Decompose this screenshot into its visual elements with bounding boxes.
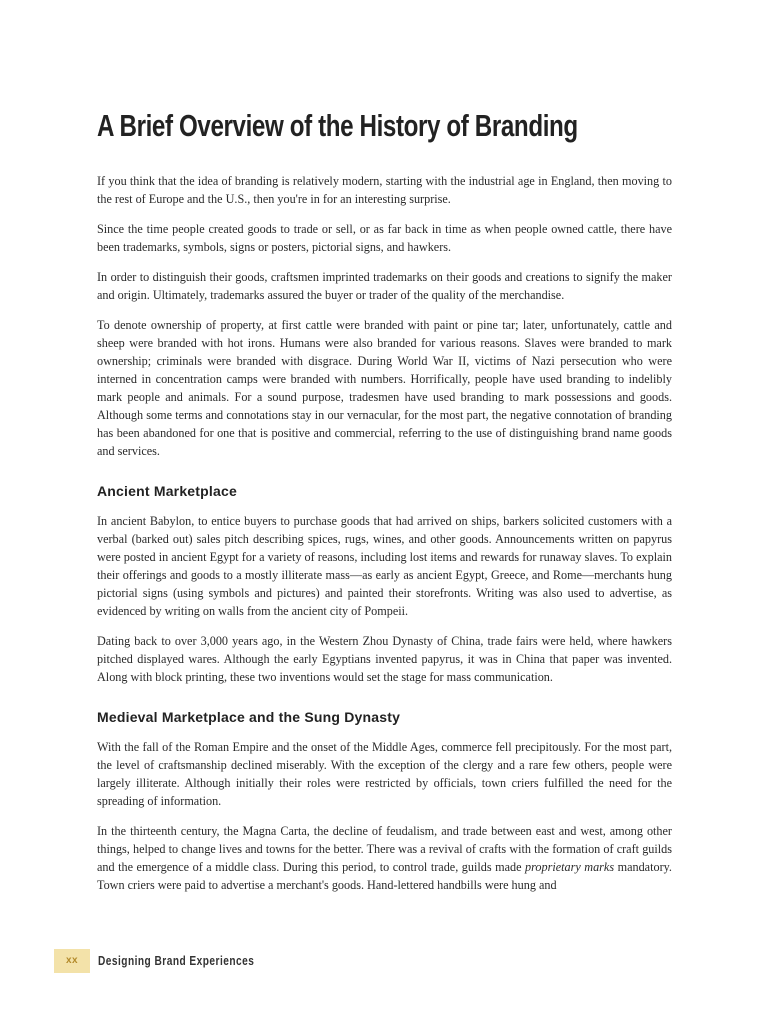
intro-paragraph-2: Since the time people created goods to trade or sell, or as far back in time as when people owned cattle, there have been trademarks, symbols, signs or posters, pictorial signs, and hawkers. xyxy=(97,222,672,254)
ancient-paragraph-1: In ancient Babylon, to entice buyers to purchase goods that had arrived on ships, barkers solicited customers with a verbal (barked out) sales pitch describing spices, rugs, wines, and other goods. Announcements written on papyrus were posted in ancient Egypt for a variety of reasons, including lost items and rewards for runaway slaves. To explain their offerings and goods to a mostly illiterate mass—as early as ancient Egypt, Greece, and Rome—merchants hung pictorial signs (using symbols and pictures) and painted their storefronts. Writing was also used to advertise, as evidenced by writing on walls from the ancient city of Pompeii. xyxy=(97,514,672,618)
intro-paragraph-1: If you think that the idea of branding is relatively modern, starting with the industrial age in England, then moving to the rest of Europe and the U.S., then you're in for an interesting surprise. xyxy=(97,174,672,206)
intro-paragraph-3: In order to distinguish their goods, craftsmen imprinted trademarks on their goods and creations to signify the maker and origin. Ultimately, trademarks assured the buyer or trader of the quality of the merchandise. xyxy=(97,270,672,302)
medieval-paragraph-2-text-end: mandatory. Town criers were paid to advertise a merchant's goods. Hand-lettered handbills were hung and xyxy=(97,860,672,892)
medieval-paragraph-1: With the fall of the Roman Empire and the onset of the Middle Ages, commerce fell precipitously. For the most part, the level of craftsmanship declined miserably. With the exception of the clergy and a rare few others, people were largely illiterate. Although initially their roles were restricted by officials, town criers fulfilled the need for the spreading of information. xyxy=(97,740,672,808)
page-number: xx xyxy=(54,949,90,973)
medieval-paragraph-2-text-start: In the thirteenth century, the Magna Carta, the decline of feudalism, and trade between east and west, among other things, helped to change lives and towns for the better. There was a revival of crafts with the formation of craft guilds and the emergence of a middle class. During this period, to control trade, guilds made xyxy=(97,824,672,874)
section-heading-medieval-marketplace: Medieval Marketplace and the Sung Dynasty xyxy=(97,709,401,725)
running-footer-book-title: Designing Brand Experiences xyxy=(98,953,255,968)
body-text xyxy=(97,172,672,906)
ancient-paragraph-2: Dating back to over 3,000 years ago, in the Western Zhou Dynasty of China, trade fairs were held, where hawkers pitched displayed wares. Although the early Egyptians invented papyrus, it was in China that paper was invented. Along with block printing, these two inventions would set the stage for mass communication. xyxy=(97,634,672,684)
medieval-paragraph-2 xyxy=(97,822,672,894)
page-title: A Brief Overview of the History of Branding xyxy=(97,108,578,143)
proprietary-marks-italic: proprietary marks xyxy=(525,860,615,874)
section-heading-ancient-marketplace: Ancient Marketplace xyxy=(97,483,237,499)
intro-paragraph-4: To denote ownership of property, at first cattle were branded with paint or pine tar; later, unfortunately, cattle and sheep were branded with hot irons. Humans were also branded for various reasons. Slaves were branded to mark ownership; criminals were branded with disgrace. During World War II, victims of Nazi persecution who were interned in concentration camps were branded with numbers. Horrifically, people have used branding to indelibly mark people and animals. For a sound purpose, tradesmen have used branding to mark possessions and goods. Although some terms and connotations stay in our vernacular, for the most part, the negative connotation of branding has been abandoned for one that is positive and commercial, referring to the use of distinguishing brand name goods and services. xyxy=(97,318,672,458)
